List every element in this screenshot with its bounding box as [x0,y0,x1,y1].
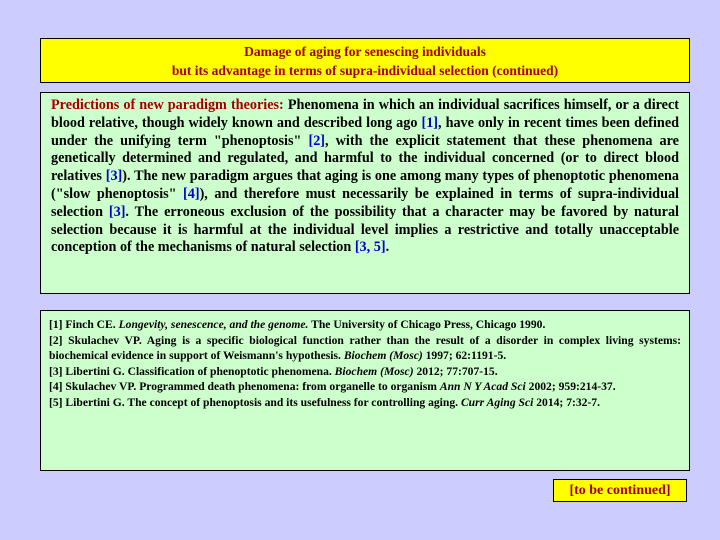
continued-link[interactable]: [to be continued] [553,479,687,502]
paragraph-text: ), and therefore must necessarily be explained in terms of supra-individual selection [51,185,679,220]
reference-text: 2014; 7:32-7. [533,395,600,409]
citation-link[interactable]: [3] [105,168,123,185]
reference-item [49,333,681,364]
slide-title [40,38,690,83]
reference-source: Ann N Y Acad Sci [439,380,526,394]
citation-link[interactable]: [1] [421,114,439,131]
reference-source: Curr Aging Sci [460,395,534,409]
reference-item [49,379,681,395]
paragraph-text: . [385,239,390,256]
reference-item [49,364,681,380]
reference-text: [4] Skulachev VP. Programmed death phenomena: from organelle to organism [49,380,440,394]
reference-text: [2] Skulachev VP. Aging is a specific biological function rather than the result of a disorder in complex living systems: biochemical evidence in support of Weismann's hypothesis. [49,333,681,363]
reference-text: [3] Libertini G. Classification of phenoptotic phenomena. [49,364,335,378]
title-line-1: Damage of aging for senescing individuals [244,44,486,59]
reference-item [49,395,681,411]
reference-source: Biochem (Mosc) [334,364,414,378]
main-paragraph [40,92,690,294]
reference-text: 2012; 77:707-15. [413,364,498,378]
paragraph-text: , with the explicit statement that these phenomena are genetically determined and regulated, and harmful to the individual concerned (or to direct blood relatives [51,132,679,185]
reference-text: 1997; 62:1191-5. [422,349,507,363]
paragraph-text: , have only in recent times been defined under the unifying term "phenoptosis" [51,114,680,149]
citation-link[interactable]: [3] [108,203,126,220]
paragraph-text: Phenomena in which an individual sacrifices himself, or a direct blood relative, though widely known and described long ago [51,97,680,131]
title-line-2: but its advantage in terms of supra-individual selection (continued) [171,63,559,78]
citation-link[interactable]: [2] [308,132,326,149]
references-box [40,310,690,471]
reference-source: Biochem (Mosc) [343,349,423,363]
reference-item [49,317,681,333]
reference-text: 2002; 959:214-37. [525,380,616,394]
reference-text: [1] Finch CE. [49,318,119,331]
paragraph-lead: Predictions of new paradigm theories: [51,97,284,113]
reference-text: [5] Libertini G. The concept of phenoptosis and its usefulness for controlling aging. [49,395,461,409]
paragraph-text: ). The new paradigm argues that aging is one among many types of phenoptotic phenomena ("slow phenoptosis" [51,168,679,202]
citation-link[interactable]: [3, 5] [354,239,386,256]
paragraph-text: . The erroneous exclusion of the possibility that a character may be favored by natural selection because it is harmful at the individual level implies a restrictive and totally unacceptable conception of the mechanisms of natural selection [51,203,679,256]
reference-source: Longevity, senescence, and the genome. [118,318,309,331]
citation-link[interactable]: [4] [183,185,200,202]
reference-text: The University of Chicago Press, Chicago 1990. [308,318,546,331]
